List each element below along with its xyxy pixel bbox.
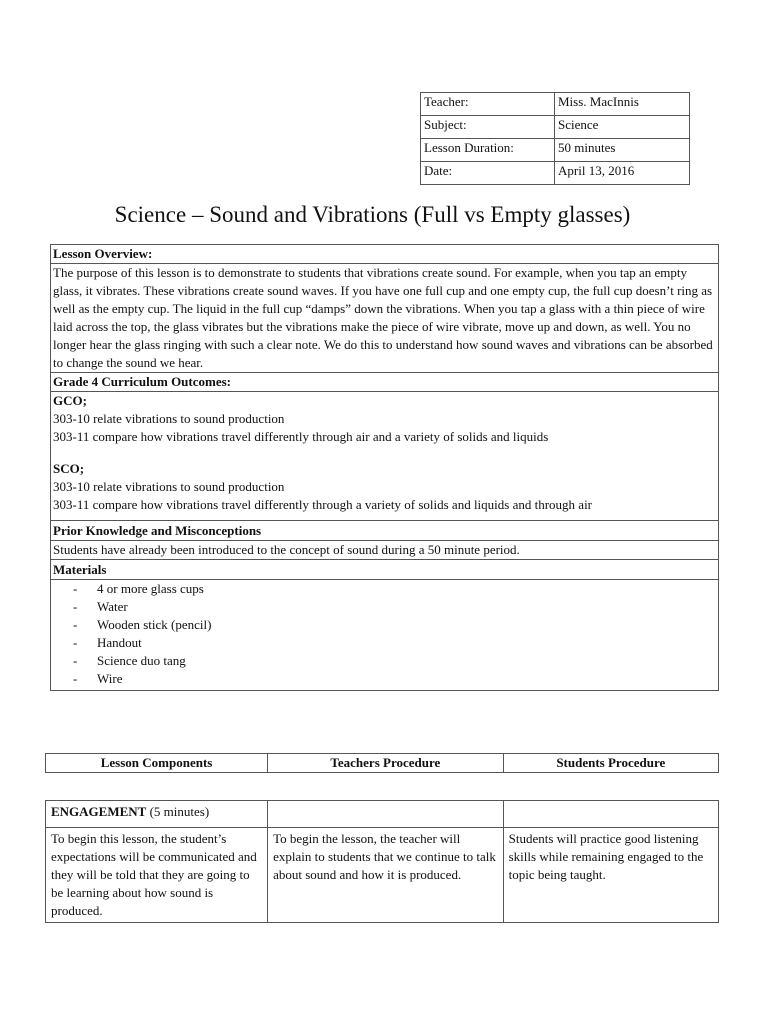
materials-list [51,580,718,690]
outcomes-section [50,372,719,520]
info-row-teacher [421,93,690,116]
info-label: Subject: [421,116,555,139]
empty-cell [268,801,504,828]
column-header: Teachers Procedure [268,754,504,773]
info-value: Science [555,116,690,139]
gco-item: 303-11 compare how vibrations travel differently through air and a variety of solids and liquids [53,429,549,444]
info-label: Teacher: [421,93,555,116]
info-value: April 13, 2016 [555,162,690,185]
info-label: Date: [421,162,555,185]
page-title: Science – Sound and Vibrations (Full vs Empty glasses) [114,202,631,227]
lesson-plan-box [50,244,719,691]
sco-item: 303-10 relate vibrations to sound production [53,479,285,494]
prior-knowledge-text: Students have already been introduced to the concept of sound during a 50 minute period. [53,542,520,557]
lesson-info-table [420,92,690,185]
gco-item: 303-10 relate vibrations to sound production [53,411,285,426]
sco-item: 303-11 compare how vibrations travel differently through a variety of solids and liquids and through air [53,497,593,512]
column-header: Students Procedure [503,754,718,773]
engagement-teacher-text: To begin the lesson, the teacher will explain to students that we continue to talk about sound and how it is produced. [268,828,504,923]
list-item: - Handout [73,635,142,650]
engagement-table [45,800,719,923]
section-heading: Grade 4 Curriculum Outcomes: [51,373,718,392]
sco-label: SCO; [53,461,85,476]
gco-label: GCO; [53,393,87,408]
list-item: - Wire [73,671,123,686]
engagement-student-text: Students will practice good listening skills while remaining engaged to the topic being taught. [503,828,718,923]
overview-section [50,244,719,372]
column-header: Lesson Components [46,754,268,773]
materials-section [50,559,719,691]
engagement-heading: ENGAGEMENT (5 minutes) [46,801,268,828]
empty-cell [503,801,718,828]
list-item: - Wooden stick (pencil) [73,617,212,632]
section-heading: Prior Knowledge and Misconceptions [51,521,718,541]
engagement-component-text: To begin this lesson, the student’s expectations will be communicated and they will be told that they are going to be learning about how sound is produced. [46,828,268,923]
list-item: - Science duo tang [73,653,186,668]
info-row-duration [421,139,690,162]
info-label: Lesson Duration: [421,139,555,162]
outcomes-body [51,392,718,520]
list-item: - 4 or more glass cups [73,581,204,596]
info-value: Miss. MacInnis [555,93,690,116]
info-row-date [421,162,690,185]
section-heading: Lesson Overview: [51,245,718,264]
lesson-components-header [45,753,719,773]
prior-knowledge-section [50,520,719,559]
section-heading: Materials [51,560,718,580]
info-row-subject [421,116,690,139]
list-item: - Water [73,599,128,614]
info-value: 50 minutes [555,139,690,162]
overview-text: The purpose of this lesson is to demonstrate to students that vibrations create sound. For example, when you tap an empty glass, it vibrates. These vibrations create sound waves. If you have one full cup and one empty cup, the full cup doesn’t ring as well as the empty cup. The liquid in the full cup “damps” down the vibrations. When you tap a glass with a thin piece of wire laid across the top, the glass vibrates but the vibrations make the piece of wire vibrate, move up and down, as well. You no longer hear the glass ringing with such a clear note. We do this to understand how sound waves and vibrations can be absorbed to change the sound we hear. [53,265,713,370]
